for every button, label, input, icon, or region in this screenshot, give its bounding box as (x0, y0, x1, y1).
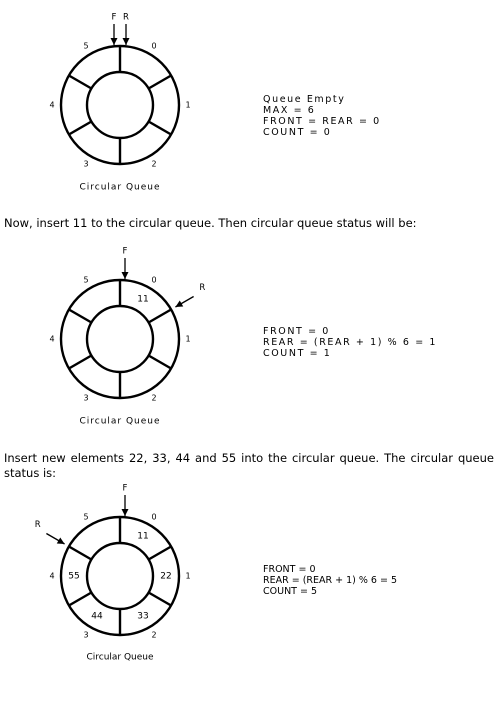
slot-index-2: 2 (151, 630, 157, 640)
slot-index-2: 2 (151, 393, 157, 403)
slot-value-4: 55 (68, 571, 80, 582)
slot-index-4: 4 (49, 100, 55, 110)
slot-index-5: 5 (83, 41, 89, 51)
circular-queue-diagram (49, 247, 205, 427)
pointer-arrow-r (123, 24, 130, 45)
queue-inner-ring (87, 306, 153, 372)
status-line: COUNT = 1 (263, 348, 332, 359)
diagram-caption: Circular Queue (79, 182, 161, 193)
slot-index-0: 0 (151, 512, 157, 522)
pointer-arrow-f (111, 24, 118, 45)
slot-divider (69, 310, 92, 323)
status-line: REAR = (REAR + 1) % 6 = 5 (263, 575, 398, 586)
instruction-text-insert-more: Insert new elements 22, 33, 44 and 55 into the circular queue. The circular queue status is: (4, 451, 494, 480)
slot-index-5: 5 (83, 275, 89, 285)
pointer-arrow-r (175, 297, 193, 308)
pointer-arrow-f (122, 258, 129, 279)
slot-index-1: 1 (185, 100, 191, 110)
status-line: Queue Empty (263, 94, 346, 105)
slot-index-2: 2 (151, 159, 157, 169)
slot-index-3: 3 (83, 630, 89, 640)
slot-divider (69, 122, 92, 135)
status-line: COUNT = 0 (263, 127, 332, 138)
slot-divider (149, 122, 172, 135)
slot-divider (69, 356, 92, 369)
pointer-label-f: F (122, 246, 128, 257)
slot-divider (69, 547, 92, 560)
status-line: FRONT = 0 (263, 326, 330, 337)
slot-index-5: 5 (83, 512, 89, 522)
queue-status-after-insert-more (263, 564, 397, 597)
slot-value-3: 44 (91, 611, 103, 622)
slot-value-2: 33 (137, 611, 149, 622)
slot-index-3: 3 (83, 393, 89, 403)
slot-index-3: 3 (83, 159, 89, 169)
slot-index-0: 0 (151, 275, 157, 285)
instruction-text-insert-11: Now, insert 11 to the circular queue. Then circular queue status will be: (4, 216, 417, 230)
pointer-arrow-r (46, 534, 64, 545)
queue-status-after-insert-11 (263, 326, 437, 359)
pointer-label-r: R (199, 283, 206, 293)
slot-index-1: 1 (185, 334, 191, 344)
status-line: FRONT = 0 (263, 564, 316, 575)
pointer-arrow-f (122, 495, 129, 516)
slot-index-4: 4 (49, 571, 55, 581)
queue-inner-ring (87, 543, 153, 609)
pointer-label-f: F (122, 483, 128, 494)
diagram-caption: Circular Queue (79, 416, 161, 427)
slot-divider (149, 356, 172, 369)
pointer-label-f: F (111, 12, 117, 23)
slot-divider (149, 76, 172, 89)
slot-divider (149, 547, 172, 560)
pointer-label-r: R (34, 520, 41, 530)
circular-queue-diagram (35, 484, 191, 663)
slot-divider (69, 593, 92, 606)
queue-status-empty (263, 94, 381, 138)
status-line: COUNT = 5 (263, 586, 318, 597)
queue-inner-ring (87, 72, 153, 138)
diagram-caption: Circular Queue (86, 652, 154, 663)
slot-divider (149, 593, 172, 606)
status-line: FRONT = REAR = 0 (263, 116, 381, 127)
slot-index-1: 1 (185, 571, 191, 581)
slot-index-4: 4 (49, 334, 55, 344)
slot-divider (149, 310, 172, 323)
slot-divider (69, 76, 92, 89)
slot-value-1: 22 (160, 571, 172, 582)
status-line: MAX = 6 (263, 105, 316, 116)
slot-value-0: 11 (137, 531, 149, 542)
pointer-label-r: R (123, 12, 129, 23)
slot-index-0: 0 (151, 41, 157, 51)
status-line: REAR = (REAR + 1) % 6 = 1 (263, 337, 438, 348)
slot-value-0: 11 (137, 294, 149, 305)
circular-queue-diagram (49, 13, 190, 193)
